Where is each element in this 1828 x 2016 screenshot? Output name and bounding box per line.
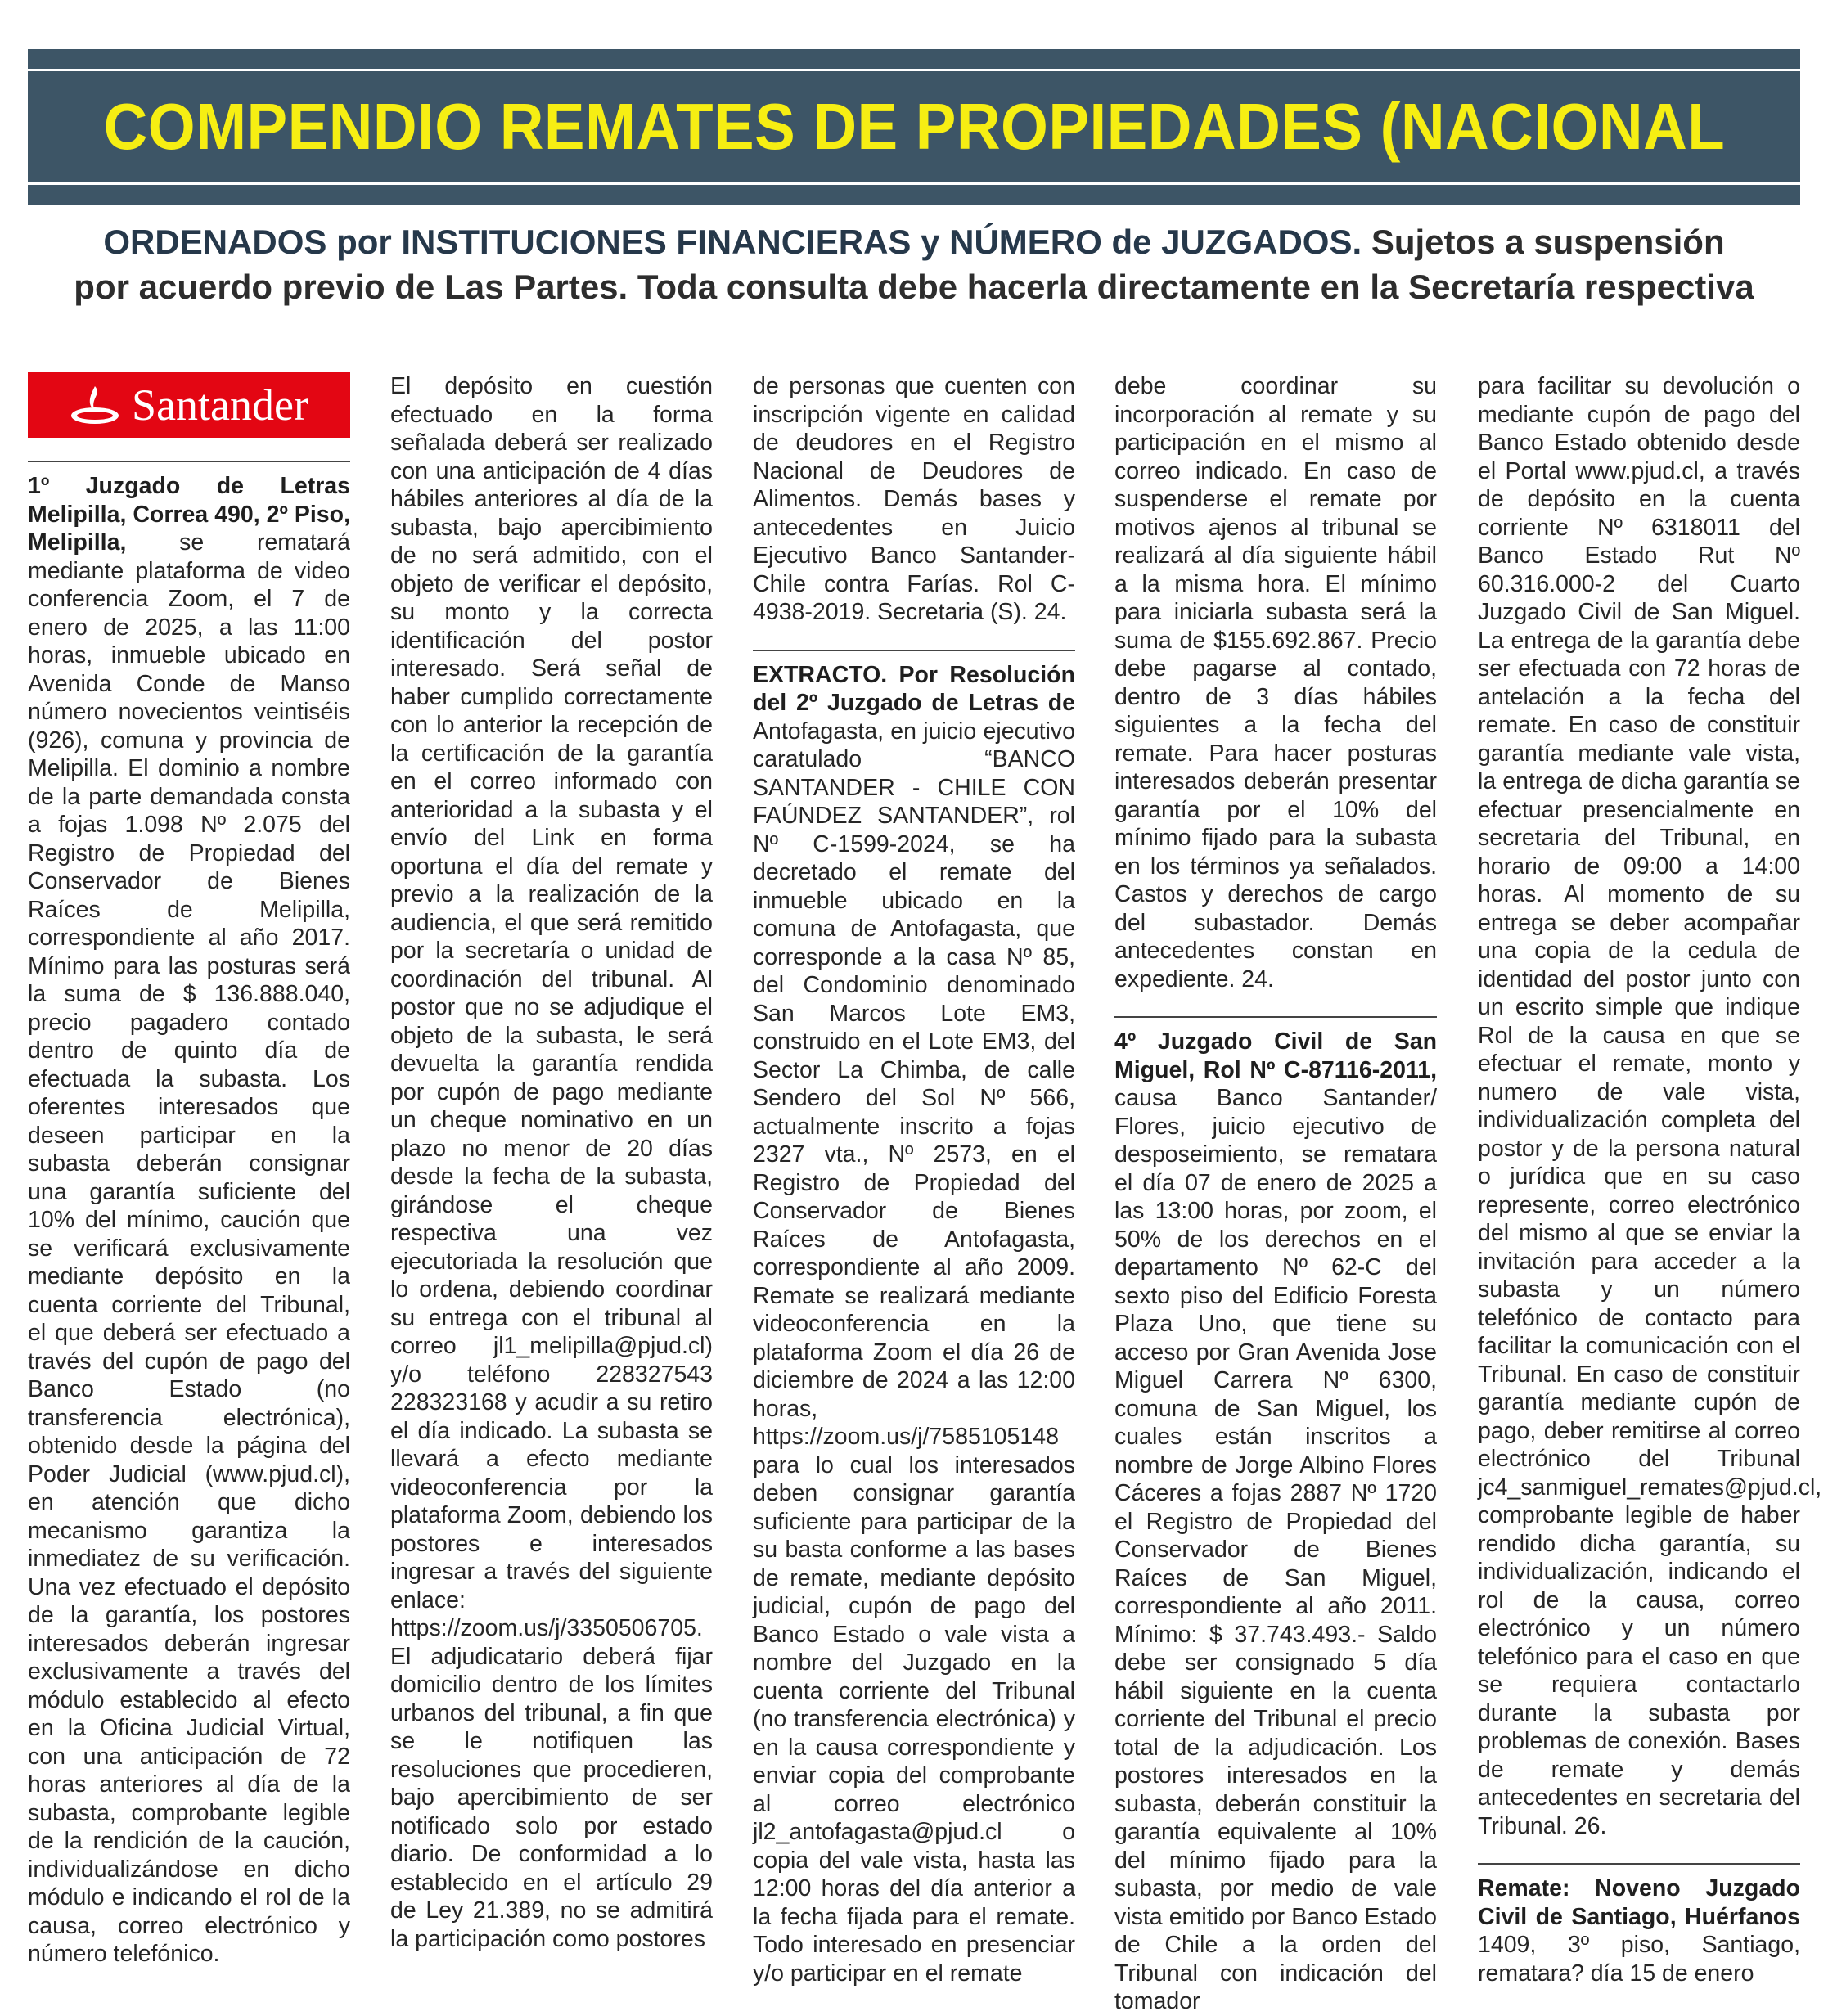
notice-1-end: de personas que cuenten con inscripción vigente en calidad de deudores en el Registro Nacional de Deudores de Alimentos. Demás bases y antecedentes en Juicio Ejecutivo Banco Santander-Chile contra Farías. Rol C-4938-2019. Secretaria (S). 24. [753,373,1075,625]
column-2 [390,372,713,1951]
page-subtitle [28,219,1800,309]
notice-1-heading: 1º Juzgado de Letras Melipilla, Correa 490, 2º Piso, Melipilla, [28,473,350,556]
notice-2-heading: EXTRACTO. Por Resolución del 2º Juzgado de Letras de [753,661,1075,716]
notice-3-continued: para facilitar su devolución o mediante cupón de pago del Banco Estado obtenido desde el Portal www.pjud.cl, a través de depósito en la cuenta corriente Nº 6318011 del Banco Estado Rut Nº 60.316.000-2 del Cuarto Juzgado Civil de San Miguel. La entrega de la garantía debe ser efectuada con 72 horas de antelación a la fecha del remate. En caso de constituir garantía mediante vale vista, la entrega de dicha garantía se efectuar presencialmente en secretaria del Tribunal, en horario de 09:00 a 14:00 horas. Al momento de su entrega se deber acompañar una copia de la cedula de identidad del postor junto con un escrito simple que indique Rol de la causa en que se efectuar el remate, monto y numero de vale vista, individualización completa del postor y de la persona natural o jurídica que en su caso represente, correo electrónico del mismo al que se enviar la invitación para acceder a la subasta y un número telefónico de contacto para facilitar la comunicación con el Tribunal. En caso de constituir garantía mediante cupón de pago, deber remitirse al correo electrónico del Tribunal jc4_sanmiguel_remates@pjud.cl, comprobante legible de haber rendido dicha garantía, su individualización, indicando el rol de la causa, correo electrónico y un número telefónico para el caso en que se requiera contactarlo durante la subasta por problemas de conexión. Bases de remate y demás antecedentes en secretaria del Tribunal. 26. [1478,373,1822,1839]
notice-3 [1114,1028,1437,2016]
header-banner [28,49,1800,205]
notice-3-heading: 4º Juzgado Civil de San Miguel, Rol Nº C-87116-2011, [1114,1028,1437,1083]
notice-4-body: 1409, 3º piso, Santiago, rematara? día 15 de enero [1478,1932,1800,1987]
divider [753,650,1075,651]
logo-text: Santander [132,380,308,430]
notice-1 [28,472,350,1969]
santander-logo [28,372,350,438]
notice-2 [753,661,1075,1988]
notice-2-body: Antofagasta, en juicio ejecutivo caratulado “BANCO SANTANDER - CHILE CON FAÚNDEZ SANTANDER”, rol Nº C-1599-2024, se ha decretado el remate del inmueble ubicado en la comuna de Antofagasta, que corresponde a la casa Nº 85, del Condominio denominado San Marcos Lote EM3, construido en el Lote EM3, del Sector La Chimba, de calle Sendero del Sol Nº 566, actualmente inscrito a fojas 2327 vta., Nº 2573, en el Registro de Propiedad del Conservador de Bienes Raíces de Antofagasta, correspondiente al año 2009. Remate se realizará mediante videoconferencia en la plataforma Zoom el día 26 de diciembre de 2024 a las 12:00 horas, https://zoom.us/j/7585105148 para lo cual los interesados deben consignar garantía suficiente para participar de la su basta conforme a las bases de remate, mediante depósito judicial, cupón de pago del Banco Estado o vale vista a nombre del Juzgado en la cuenta corriente del Tribunal (no transferencia electrónica) y en la causa correspondiente y enviar copia del comprobante al correo electrónico jl2_antofagasta@pjud.cl o copia del vale vista, hasta las 12:00 horas del día anterior a la fecha fijada para el remate. Todo interesado en presenciar y/o participar en el remate [753,718,1075,1987]
notice-4-heading: Remate: Noveno Juzgado Civil de Santiago, Huérfanos [1478,1875,1800,1930]
santander-flame-icon [70,385,120,425]
header-banner-inner [28,69,1800,185]
column-1 [28,372,350,1967]
subtitle-rest-1: Sujetos a suspensión [1362,223,1725,261]
notice-1-body: se rematará mediante plataforma de video conferencia Zoom, el 7 de enero de 2025, a las 11:00 horas, inmueble ubicado en Avenida Conde de Manso número novecientos veintiséis (926), comuna y provincia de Melipilla. El dominio a nombre de la parte demandada consta a fojas 1.098 Nº 2.075 del Registro de Propiedad del Conservador de Bienes Raíces de Melipilla, correspondiente al año 2017. Mínimo para las posturas será la suma de $ 136.888.040, precio pagadero contado dentro de quinto día de efectuada la subasta. Los oferentes interesados que deseen participar en la subasta deberán consignar una garantía suficiente del 10% del mínimo, caución que se verificará exclusivamente mediante depósito en la cuenta corriente del Tribunal, el que deberá ser efectuado a través del cupón de pago del Banco Estado (no transferencia electrónica), obtenido desde la página del Poder Judicial (www.pjud.cl), en atención que dicho mecanismo garantiza la inmediatez de su verificación. Una vez efectuado el depósito de la garantía, los postores interesados deberán ingresar exclusivamente a través del módulo establecido al efecto en la Oficina Judicial Virtual, con una anticipación de 72 horas anteriores al día de la subasta, comprobante legible de la rendición de la caución, individualizándose en dicho módulo e indicando el rol de la causa, correo electrónico y número telefónico. [28,529,350,1967]
column-5 [1478,372,1822,1987]
column-3 [753,372,1075,1987]
page-title: COMPENDIO REMATES DE PROPIEDADES (NACIONAL [103,90,1725,163]
divider [1478,1863,1800,1865]
subtitle-rest-2: por acuerdo previo de Las Partes. Toda consulta debe hacerla directamente en la Secretaría respectiva [74,268,1754,306]
notice-1-continued: El depósito en cuestión efectuado en la forma señalada deberá ser realizado con una anticipación de 4 días hábiles anteriores al día de la subasta, bajo apercibimiento de no será admitido, con el objeto de verificar el depósito, su monto y la correcta identificación del postor interesado. Será señal de haber cumplido correctamente con lo anterior la recepción de la certificación de la garantía en el correo informado con anterioridad a la subasta y el envío del Link en forma oportuna el día del remate y previo a la realización de la audiencia, el que será remitido por la secretaría o unidad de coordinación del tribunal. Al postor que no se adjudique el objeto de la subasta, le será devuelta la garantía rendida por cupón de pago mediante un cheque nominativo en un plazo no menor de 20 días desde la fecha de la subasta, girándose el cheque respectiva una vez ejecutoriada la resolución que lo ordena, debiendo coordinar su entrega con el tribunal al correo jl1_melipilla@pjud.cl) y/o teléfono 228327543 228323168 y acudir a su retiro el día indicado. La subasta se llevará a efecto mediante videoconferencia por la plataforma Zoom, debiendo los postores e interesados ingresar a través del siguiente enlace: https://zoom.us/j/3350506705. El adjudicatario deberá fijar domicilio dentro de los límites urbanos del tribunal, a fin que se le notifiquen las resoluciones que procedieren, bajo apercibimiento de ser notificado solo por estado diario. De conformidad a lo establecido en el artículo 29 de Ley 21.389, no se admitirá la participación como postores [390,373,713,1952]
divider [28,461,350,462]
column-4 [1114,372,1437,2014]
divider [1114,1016,1437,1018]
subtitle-bold: ORDENADOS por INSTITUCIONES FINANCIERAS y NÚMERO de JUZGADOS. [103,223,1362,261]
notice-2-continued: debe coordinar su incorporación al remate y su participación en el mismo al correo indicado. En caso de suspenderse el remate por motivos ajenos al tribunal se realizará al día siguiente hábil a la misma hora. El mínimo para iniciarla subasta será la suma de $155.692.867. Precio debe pagarse al contado, dentro de 3 días hábiles siguientes a la fecha del remate. Para hacer posturas interesados deberán presentar garantía por el 10% del mínimo fijado para la subasta en los términos ya señalados. Castos y derechos de cargo del subastador. Demás antecedentes constan en expediente. 24. [1114,373,1437,992]
notice-3-body: causa Banco Santander/ Flores, juicio ejecutivo de desposeimiento, se rematara el día 07 de enero de 2025 a las 13:00 horas, por zoom, el 50% de los derechos en el departamento Nº 62-C del sexto piso del Edificio Foresta Plaza Uno, que tiene su acceso por Gran Avenida Jose Miguel Carrera Nº 6300, comuna de San Miguel, los cuales están inscritos a nombre de Jorge Albino Flores Cáceres a fojas 2887 Nº 1720 el Registro de Propiedad del Conservador de Bienes Raíces de San Miguel, correspondiente al año 2011. Mínimo: $ 37.743.493.- Saldo debe ser consignado 5 día hábil siguiente en la cuenta corriente del Tribunal el precio total de la adjudicación. Los postores interesados en la subasta, deberán constituir la garantía equivalente al 10% del mínimo fijado para la subasta, por medio de vale vista emitido por Banco Estado de Chile a la orden del Tribunal con indicación del tomador [1114,1085,1437,2014]
notice-4 [1478,1874,1800,1987]
